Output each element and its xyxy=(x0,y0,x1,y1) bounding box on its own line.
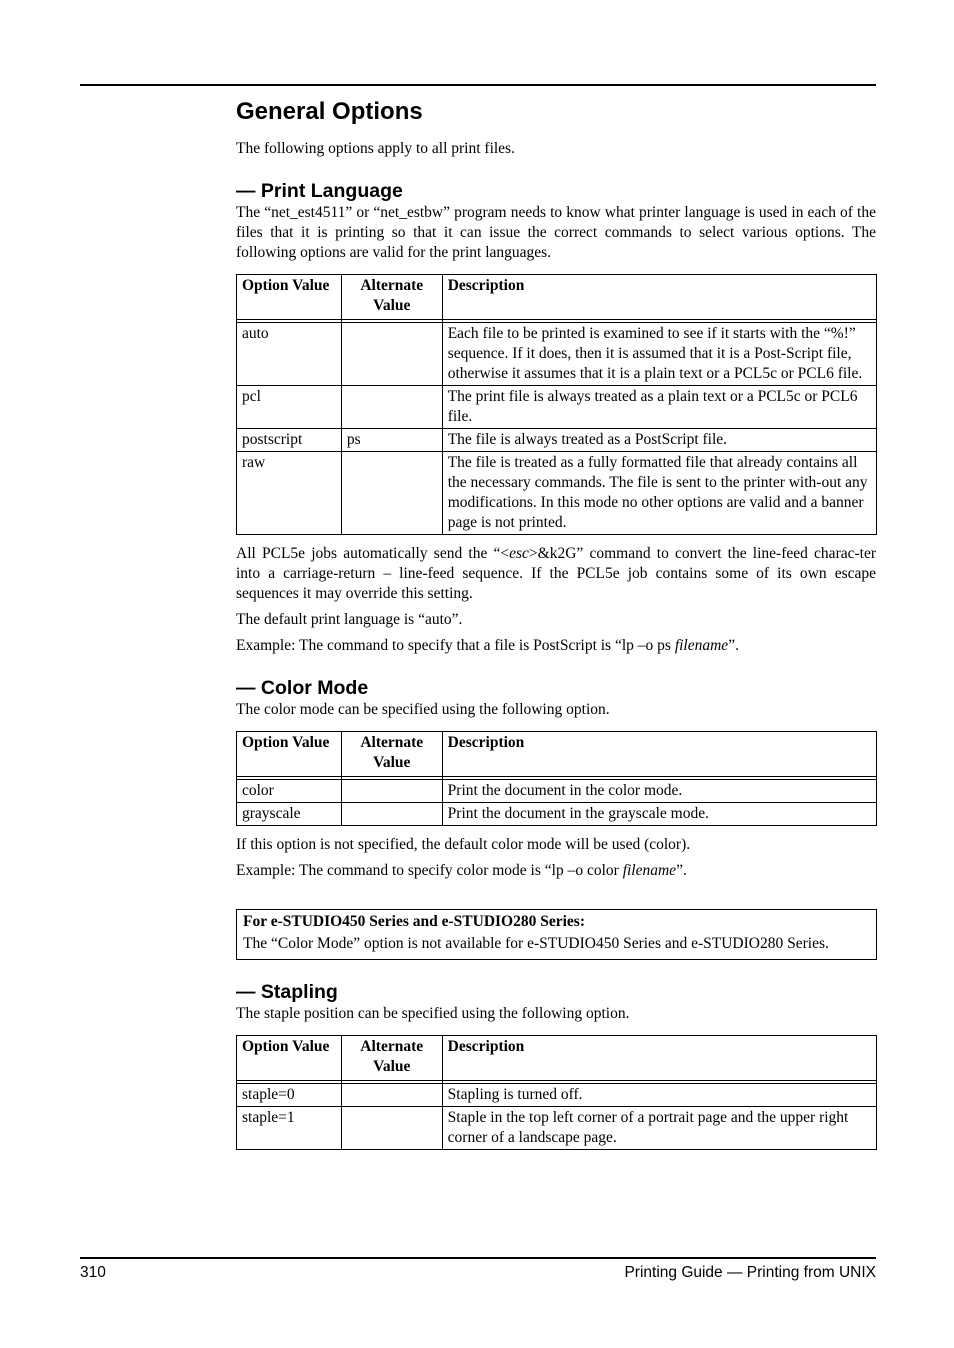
alternate-cell: ps xyxy=(341,429,442,452)
alternate-cell xyxy=(341,1084,442,1107)
note-title: For e-STUDIO450 Series and e-STUDIO280 Series: xyxy=(243,913,585,930)
intro-text: The following options apply to all print files. xyxy=(236,140,515,157)
table-row xyxy=(237,780,877,803)
stapling-intro: The staple position can be specified using the following option. xyxy=(236,1005,630,1022)
section-title-color-mode: — Color Mode xyxy=(236,677,369,699)
description-cell: The file is treated as a fully formatted file that already contains all the necessary commands. The file is sent to the printer with-out any modifications. In this mode no other options are valid and a banner page is not printed. xyxy=(442,452,876,535)
page-number: 310 xyxy=(80,1264,106,1281)
column-header-description: Description xyxy=(442,1036,876,1081)
column-header-description: Description xyxy=(442,732,876,777)
color-mode-table xyxy=(236,731,877,826)
color-default-text: If this option is not specified, the default color mode will be used (color). xyxy=(236,836,691,853)
description-cell: Print the document in the grayscale mode. xyxy=(442,803,876,826)
column-header-alternate: Alternate Value xyxy=(341,732,442,777)
footer-title: Printing Guide — Printing from UNIX xyxy=(624,1264,876,1281)
table-row xyxy=(237,429,877,452)
description-cell: Print the document in the color mode. xyxy=(442,780,876,803)
column-header-option: Option Value xyxy=(237,732,342,777)
option-cell: color xyxy=(237,780,342,803)
column-header-alternate: Alternate Value xyxy=(341,1036,442,1081)
column-header-alternate: Alternate Value xyxy=(341,275,442,320)
color-mode-example: Example: The command to specify color mode is “lp –o color filename”. xyxy=(236,862,687,879)
table-row xyxy=(237,452,877,535)
description-cell: Staple in the top left corner of a portrait page and the upper right corner of a landscape page. xyxy=(442,1107,876,1150)
alternate-cell xyxy=(341,803,442,826)
color-mode-intro: The color mode can be specified using the following option. xyxy=(236,701,610,718)
stapling-table xyxy=(236,1035,877,1150)
top-rule xyxy=(80,84,876,86)
section-title-print-language: — Print Language xyxy=(236,180,403,202)
column-header-option: Option Value xyxy=(237,275,342,320)
alternate-cell xyxy=(341,323,442,386)
column-header-option: Option Value xyxy=(237,1036,342,1081)
option-cell: staple=1 xyxy=(237,1107,342,1150)
description-cell: Stapling is turned off. xyxy=(442,1084,876,1107)
description-cell: The file is always treated as a PostScript file. xyxy=(442,429,876,452)
pcl5e-note: All PCL5e jobs automatically send the “<esc>&k2G” command to convert the line-feed charac-ter into a carriage-return – line-feed sequence. If the PCL5e job contains some of its own escape sequences it may override this setting. xyxy=(236,545,876,602)
model-note-box xyxy=(236,909,877,960)
print-language-table xyxy=(236,274,877,535)
table-row xyxy=(237,386,877,429)
table-row xyxy=(237,1084,877,1107)
option-cell: auto xyxy=(237,323,342,386)
section-title-stapling: — Stapling xyxy=(236,981,338,1003)
description-cell: Each file to be printed is examined to see if it starts with the “%!” sequence. If it does, then it is assumed that it is a Post-Script file, otherwise it assumes that it is a plain text or a PCL5c or PCL6 file. xyxy=(442,323,876,386)
column-header-description: Description xyxy=(442,275,876,320)
page-title: General Options xyxy=(236,98,423,125)
alternate-cell xyxy=(341,386,442,429)
alternate-cell xyxy=(341,1107,442,1150)
alternate-cell xyxy=(341,452,442,535)
option-cell: raw xyxy=(237,452,342,535)
print-language-intro: The “net_est4511” or “net_estbw” program needs to know what printer language is used in each of the files that it is printing so that it can issue the correct commands to select various options. The following options are valid for the print languages. xyxy=(236,204,876,261)
option-cell: grayscale xyxy=(237,803,342,826)
page-content xyxy=(236,96,876,1150)
table-row xyxy=(237,1107,877,1150)
option-cell: postscript xyxy=(237,429,342,452)
note-text: The “Color Mode” option is not available for e-STUDIO450 Series and e-STUDIO280 Series. xyxy=(243,935,829,952)
print-language-example: Example: The command to specify that a file is PostScript is “lp –o ps filename”. xyxy=(236,637,739,654)
option-cell: staple=0 xyxy=(237,1084,342,1107)
bottom-rule xyxy=(80,1257,876,1259)
table-row xyxy=(237,323,877,386)
option-cell: pcl xyxy=(237,386,342,429)
alternate-cell xyxy=(341,780,442,803)
description-cell: The print file is always treated as a plain text or a PCL5c or PCL6 file. xyxy=(442,386,876,429)
default-language-text: The default print language is “auto”. xyxy=(236,611,463,628)
table-row xyxy=(237,803,877,826)
